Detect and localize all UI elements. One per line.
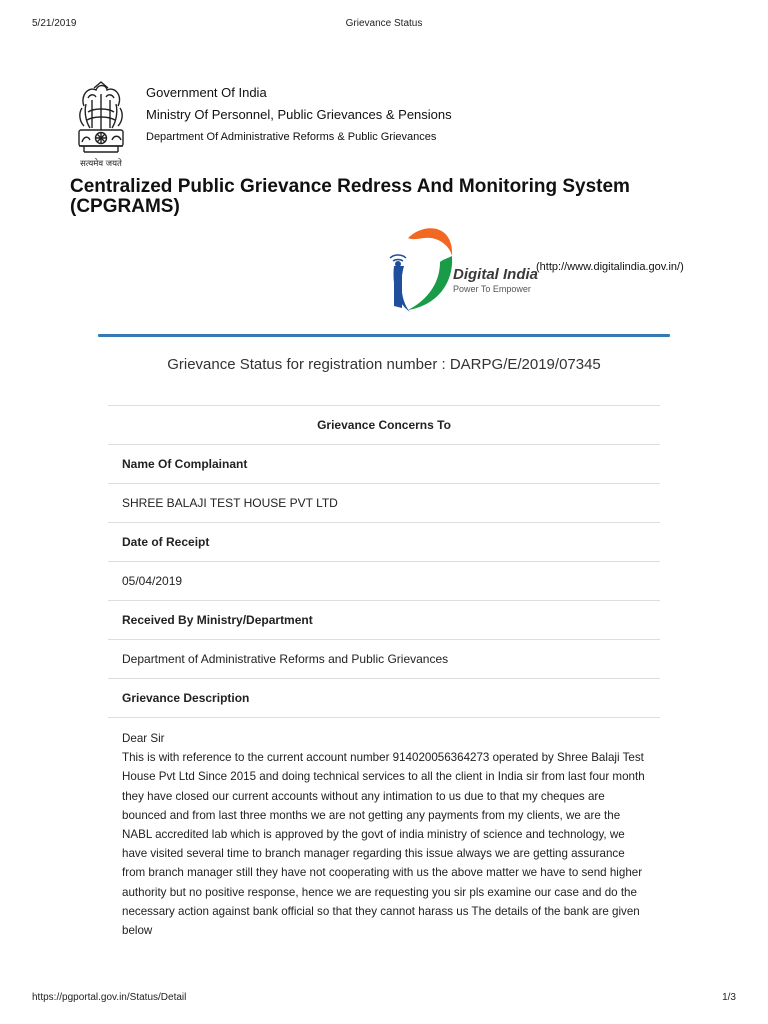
- emblem-motto: सत्यमेव जयते: [80, 159, 122, 169]
- description-salutation: Dear Sir: [122, 732, 165, 745]
- receipt-label: Date of Receipt: [108, 522, 660, 561]
- print-title: Grievance Status: [345, 18, 423, 29]
- received-by-value: Department of Administrative Reforms and Public Grievances: [108, 639, 660, 678]
- print-date: 5/21/2019: [32, 18, 77, 29]
- description-body: This is with reference to the current account number 914020056364273 operated by Shree Balaji Test House Pvt Ltd Since 2015 and doing technical services to all the client in India sir from last four month they have closed our current accounts without any intimation to us due to that my cheques are bounced and from last three months we are not getting any payments from my clients, we are the NABL accredited lab which is approved by the govt of india ministry of science and technology, we have visited several time to branch manager regarding this issue always we are getting assurance from branch manager still they have not cooperating with us the above matter we have to send higher authority but no positive response, hence we are requesting you sir pls examine our case and do the necessary action against bank official so that they cannot harass us The details of the bank are given below: [122, 751, 645, 938]
- receipt-value: 05/04/2019: [108, 561, 660, 600]
- government-heading: [146, 84, 452, 150]
- header-divider: [98, 334, 670, 337]
- digital-india-tagline: Power To Empower: [453, 284, 531, 294]
- received-by-label: Received By Ministry/Department: [108, 600, 660, 639]
- print-url: https://pgportal.gov.in/Status/Detail: [32, 992, 187, 1003]
- print-header: [32, 18, 736, 32]
- status-heading: Grievance Status for registration number : DARPG/E/2019/07345: [167, 356, 601, 373]
- concerns-label: Grievance Concerns To: [108, 405, 660, 444]
- digital-india-link[interactable]: (http://www.digitalindia.gov.in/): [536, 261, 684, 273]
- description-label: Grievance Description: [108, 678, 660, 717]
- system-title: Centralized Public Grievance Redress And Monitoring System (CPGRAMS): [70, 176, 630, 217]
- complainant-label: Name Of Complainant: [108, 444, 660, 483]
- digital-india-name: Digital India: [453, 266, 539, 283]
- gov-line: Government Of India: [146, 85, 267, 100]
- print-page-number: 1/3: [722, 992, 736, 1003]
- print-footer: [32, 992, 736, 1006]
- ministry-line: Ministry Of Personnel, Public Grievances & Pensions: [146, 107, 452, 122]
- complainant-value: SHREE BALAJI TEST HOUSE PVT LTD: [108, 483, 660, 522]
- national-emblem-icon: [70, 78, 132, 174]
- description-value: [108, 717, 660, 940]
- department-line: Department Of Administrative Reforms & Public Grievances: [146, 131, 437, 143]
- grievance-details-table: [108, 405, 660, 940]
- digital-india-wordmark: [453, 266, 538, 294]
